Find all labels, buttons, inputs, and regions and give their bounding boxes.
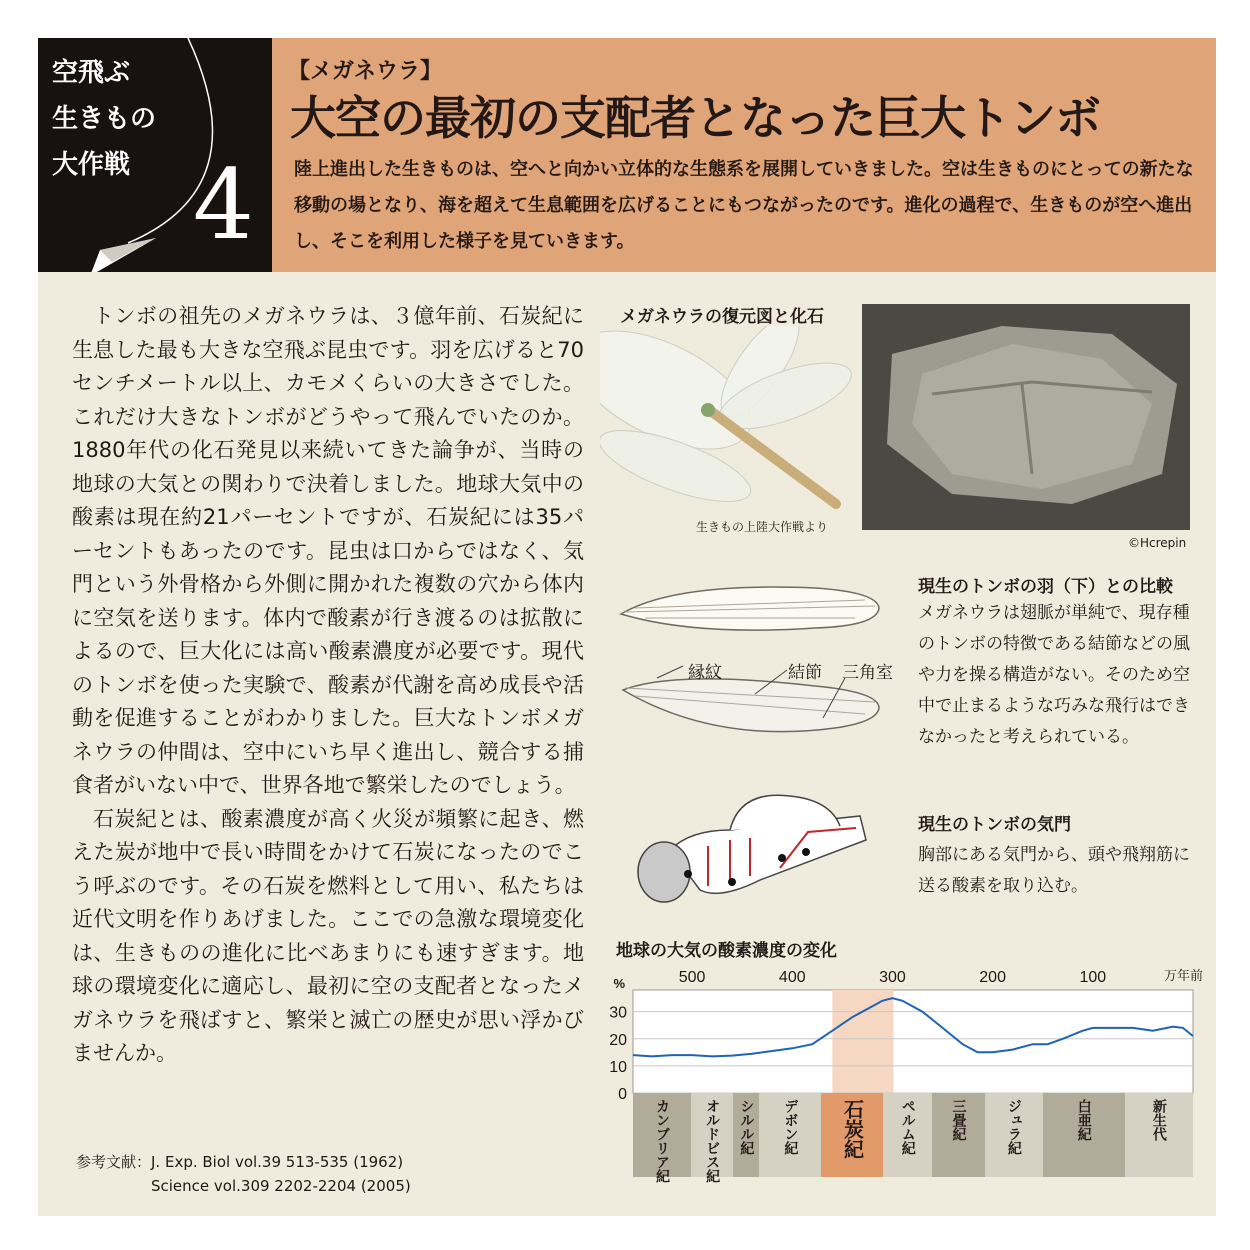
x-tick-label: 400 — [778, 969, 806, 986]
period-label: 新生代 — [1150, 1099, 1167, 1141]
spiracle-diagram — [630, 790, 890, 920]
period-新生代 — [1125, 1093, 1193, 1177]
period-label: オルドビス紀 — [704, 1099, 721, 1183]
period-三畳紀 — [932, 1093, 985, 1177]
y-axis-label: % — [613, 976, 625, 991]
period-label: 石炭紀 — [840, 1099, 865, 1159]
kicker: 【メガネウラ】 — [288, 59, 443, 84]
y-tick-label: 0 — [618, 1086, 627, 1103]
label-pterostigma: 縁紋 — [688, 663, 722, 683]
wing-note: メガネウラは翅脈が単純で、現存種のトンボの特徴である結節などの風や力を操る構造がない。そのため空中で止まるような巧みな飛行はできなかったと考えられている。 — [918, 603, 1190, 747]
references: 参考文献：J. Exp. Biol vol.39 513-535 (1962) Science vol.309 2202-2204 (2005) — [76, 1153, 411, 1195]
photo-credit: ©Hcrepin — [1128, 536, 1187, 550]
header-banner — [272, 38, 1216, 272]
y-tick-label: 20 — [609, 1031, 627, 1049]
illustration-credit: 生きもの上陸大作戦より — [696, 520, 829, 534]
period-label: カンブリア紀 — [653, 1099, 670, 1183]
period-label: 白亜紀 — [1075, 1099, 1092, 1141]
x-tick-label: 100 — [1079, 969, 1107, 986]
period-bar — [633, 1093, 1193, 1183]
page-title: 大空の最初の支配者となった巨大トンボ — [290, 91, 1100, 145]
spiracle-title: 現生のトンボの気門 — [918, 815, 1071, 835]
spiracle-note: 胸部にある気門から、頭や飛翔筋に送る酸素を取り込む。 — [918, 845, 1190, 896]
y-tick-label: 10 — [609, 1058, 627, 1076]
period-白亜紀 — [1043, 1093, 1125, 1177]
series-badge — [38, 38, 272, 272]
period-label: ペルム紀 — [899, 1099, 916, 1155]
period-デボン紀 — [759, 1093, 821, 1177]
reconstruction-caption: メガネウラの復元図と化石 — [620, 307, 824, 327]
chart-title: 地球の大気の酸素濃度の変化 — [616, 941, 837, 961]
period-オルドビス紀 — [691, 1093, 733, 1183]
period-カンブリア紀 — [633, 1093, 691, 1183]
series-number: 4 — [192, 149, 254, 261]
paragraph-1: トンボの祖先のメガネウラは、３億年前、石炭紀に生息した最も大きな空飛ぶ昆虫です。羽を広げると70センチメートル以上、カモメくらいの大きさでした。これだけ大きなトンボがどうやって飛んでいたのか。1880年代の化石発見以来続いてきた論争が、当時の地球の大気との関わりで決着しました。地球大気中の酸素は現在約21パーセントですが、石炭紀には35パーセントもあったのです。昆虫は口からではなく、気門という外骨格から外側に開かれた複数の穴から体内に空気を送ります。体内で酸素が行き渡るのは拡散によるので、巨大化には高い酸素濃度が必要です。現代のトンボを使った実験で、酸素が代謝を高め成長や活動を促進することがわかりました。巨大なトンボメガネウラの仲間は、空中にいち早く進出し、競合する捕食者がいない中で、世界各地で繁栄したのでしょう。 — [72, 304, 584, 797]
period-label: デボン紀 — [782, 1099, 799, 1155]
x-tick-label: 200 — [979, 969, 1006, 986]
x-axis-label: 万年前 — [1163, 968, 1203, 983]
wing-note-title: 現生のトンボの羽（下）との比較 — [918, 577, 1173, 597]
x-tick-label: 500 — [678, 969, 706, 986]
dragonfly-illustration — [600, 326, 860, 536]
carboniferous-highlight — [832, 990, 893, 1093]
period-ジュラ紀 — [985, 1093, 1043, 1177]
period-label: シルル紀 — [738, 1099, 755, 1155]
y-tick-label: 30 — [609, 1004, 627, 1022]
period-label: ジュラ紀 — [1005, 1099, 1022, 1155]
x-tick-label: 300 — [879, 969, 906, 986]
article-body — [72, 300, 584, 1071]
label-nodus: 結節 — [788, 663, 822, 683]
fossil-photo — [862, 304, 1190, 530]
lead-text: 陸上進出した生きものは、空へと向かい立体的な生態系を展開していきました。空は生きものにとっての新たな移動の場となり、海を超えて生息範囲を広げることにもつながったのです。進化の過程で、生きものが空へ進出し、そこを利用した様子を見ていきます。 — [294, 159, 1194, 252]
series-name: 空飛ぶ 生きもの 大作戦 — [52, 58, 157, 180]
label-triangle: 三角室 — [842, 663, 893, 683]
period-label: 三畳紀 — [950, 1099, 967, 1141]
period-ペルム紀 — [883, 1093, 932, 1177]
paragraph-2: 石炭紀とは、酸素濃度が高く火災が頻繁に起き、燃えた炭が地中で長い時間をかけて石炭になったのでこう呼ぶのです。その石炭を燃料として用い、私たちは近代文明を作りあげました。ここでの急激な環境変化は、生きものの進化に比べあまりにも速すぎます。地球の環境変化に適応し、最初に空の支配者となったメガネウラを飛ばすと、繁栄と滅亡の歴史が思い浮かびませんか。 — [72, 806, 584, 1065]
period-石炭紀 — [821, 1093, 883, 1177]
period-シルル紀 — [733, 1093, 759, 1177]
